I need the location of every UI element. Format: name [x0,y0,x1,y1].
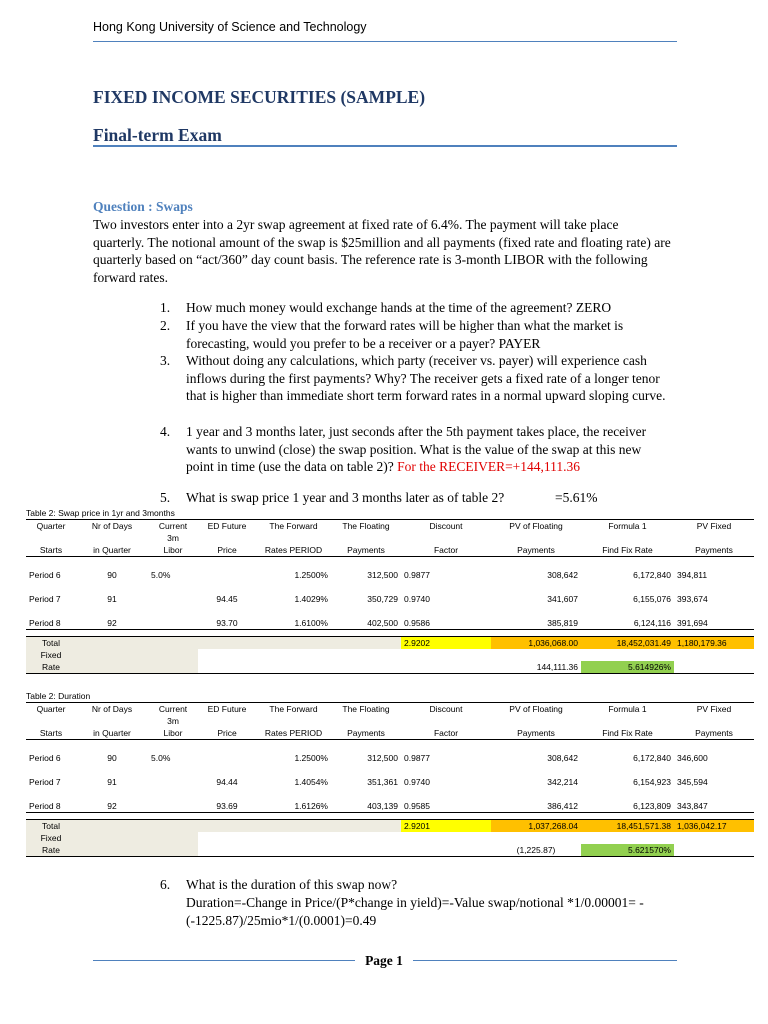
table-cell: 342,214 [547,776,578,787]
question-text: If you have the view that the forward rates will be higher than what the market is forecasting, would you prefer to be a receiver or a payer? PAYER [186,318,624,351]
header-cell: Payments [347,544,385,555]
document-title: FIXED INCOME SECURITIES (SAMPLE) [93,87,426,107]
table-cell: 0.9877 [404,752,430,763]
total-formula-cell: 18,452,031.49 [581,637,674,650]
table-cell: 1.6126% [294,800,328,811]
question-number: 6. [160,877,171,892]
table-cell: 0.9586 [404,617,430,628]
header-cell: Factor [433,544,459,555]
total-row [26,637,754,650]
question-number: 2. [160,318,171,333]
fixed-row [26,649,754,661]
total-label: Total [26,637,76,650]
question-text: What is swap price 1 year and 3 months later as of table 2? [186,490,505,505]
header-cell: Nr of Days [91,520,133,531]
institution-header: Hong Kong University of Science and Technology [93,20,367,34]
rate-row [26,844,754,857]
table-cell [198,752,256,764]
table-cell: 93.70 [216,617,238,628]
header-cell: Formula 1 [608,520,647,531]
table-cell: 91 [107,593,117,604]
header-cell: Current [158,703,188,714]
total-pv-fixed-cell: 1,180,179.36 [674,637,754,650]
table-header-row [26,703,754,716]
table-cell: 5.0% [151,569,171,580]
header-cell: ED Future [207,703,247,714]
header-cell: 3m [167,715,179,726]
total-discount-cell: 2.9201 [401,820,491,833]
table-cell: 0.9585 [404,800,430,811]
header-cell: Rates PERIOD [264,544,323,555]
answer-text: For the RECEIVER=+144,111.36 [397,459,581,475]
table-cell: 1.4029% [294,593,328,604]
table-cell: 6,172,840 [633,569,671,580]
table-cell: Period 7 [29,776,61,787]
table-cell: 346,600 [677,752,708,763]
table-cell: 0.9877 [404,569,430,580]
table-cell: 94.45 [216,593,238,604]
rate-label: Rate [26,661,76,674]
table-cell: Period 8 [29,617,61,628]
question-text: How much money would exchange hands at the time of the agreement? ZERO [186,300,612,315]
rate-row [26,661,754,674]
question-number: 3. [160,353,171,368]
table-cell: 0.9740 [404,776,430,787]
table-cell: 341,607 [547,593,578,604]
header-cell: Current [158,520,188,531]
header-cell: Price [217,544,237,555]
table-header-row [26,727,754,740]
table-header-row [26,520,754,533]
header-cell: in Quarter [93,727,131,738]
header-cell: Payments [695,544,733,555]
header-cell: The Forward [269,520,318,531]
table-cell: 343,847 [677,800,708,811]
header-cell: in Quarter [93,544,131,555]
table-cell: 92 [107,617,117,628]
table-cell: 393,674 [677,593,708,604]
question-intro: Two investors enter into a 2yr swap agreement at fixed rate of 6.4%. The payment will take place quarterly. The notional amount of the swap is $25million and all payments (fixed rate and floating rate) are quarterly based on “act/360” day count basis. The reference rate is 3-month LIBOR with the following forward rates. [93,217,671,286]
table-cell: 1.2500% [294,752,328,763]
table-cell: 312,500 [367,569,398,580]
header-cell: Quarter [36,703,66,714]
table-cell: 94.44 [216,776,238,787]
answer-text: =5.61% [555,490,598,505]
header-cell: 3m [167,532,179,543]
table-row [26,800,754,813]
header-cell: ED Future [207,520,247,531]
table-cell [148,800,198,813]
question-list [160,299,672,509]
swap-price-table [26,519,754,674]
table-cell: 308,642 [547,752,578,763]
header-cell: PV Fixed [696,703,732,714]
table-cell: 5.0% [151,752,171,763]
table-cell [198,569,256,581]
table-cell: 1.4054% [294,776,328,787]
question-number: 1. [160,300,171,315]
table-cell [148,776,198,788]
total-discount-cell: 2.9202 [401,637,491,650]
table-cell: 92 [107,800,117,811]
header-cell: Nr of Days [91,703,133,714]
table-cell: 350,729 [367,593,398,604]
header-cell: The Forward [269,703,318,714]
total-pv-fixed-cell: 1,036,042.17 [674,820,754,833]
duration-table [26,702,754,857]
header-cell: PV of Floating [509,703,563,714]
swap-value-cell: (1,225.87) [516,844,556,855]
table-cell: 93.69 [216,800,238,811]
question-number: 4. [160,424,171,439]
table-cell: 391,694 [677,617,708,628]
table-header-row [26,715,754,727]
header-cell: PV Fixed [696,520,732,531]
table-header-row [26,544,754,557]
table-row [26,776,754,788]
total-formula-cell: 18,451,571.38 [581,820,674,833]
table-cell: 90 [107,569,117,580]
table-cell: 1.2500% [294,569,328,580]
table-cell: 0.9740 [404,593,430,604]
header-cell: The Floating [342,703,390,714]
table-cell: Period 6 [29,569,61,580]
table-cell: 6,155,076 [633,593,671,604]
header-cell: Payments [347,727,385,738]
question-text: 1 year and 3 months later, just seconds after the 5th payment takes place, the receiver wants to unwind (close) the swap position. What is the value of the swap at this new point in time (use the data on table 2)? [186,424,647,475]
question-list-continued [160,876,672,928]
header-cell: Payments [517,727,555,738]
header-cell: Payments [517,544,555,555]
table-cell: 91 [107,776,117,787]
table-cell: 1.6100% [294,617,328,628]
table-cell: 385,819 [547,617,578,628]
header-cell: Formula 1 [608,703,647,714]
rate-label: Rate [26,844,76,857]
fixed-rate-cell: 5.621570% [581,844,674,857]
fixed-label: Fixed [26,832,76,844]
table-cell: 312,500 [367,752,398,763]
header-rule [93,41,677,42]
table-cell: Period 7 [29,593,61,604]
table-row [26,752,754,764]
total-pv-floating-cell: 1,037,268.04 [491,820,581,833]
header-cell: Price [217,727,237,738]
header-cell: Factor [433,727,459,738]
header-cell: Starts [39,544,63,555]
total-pv-floating-cell: 1,036,068.00 [491,637,581,650]
table-cell: 386,412 [547,800,578,811]
fixed-row [26,832,754,844]
table-cell: 6,172,840 [633,752,671,763]
header-cell: Starts [39,727,63,738]
table-cell: 6,154,923 [633,776,671,787]
table-caption: Table 2: Duration [26,691,91,701]
header-cell: Find Fix Rate [602,727,653,738]
table-cell: 308,642 [547,569,578,580]
total-row [26,820,754,833]
table-cell [148,617,198,630]
header-cell: Libor [163,544,183,555]
table-row [26,593,754,605]
table-row [26,617,754,630]
swap-value-cell: 144,111.36 [536,661,578,672]
table-header-row [26,532,754,544]
fixed-label: Fixed [26,649,76,661]
table-cell: 6,124,116 [633,617,671,628]
question-text-group [186,423,672,476]
answer-text: Duration=-Change in Price/(P*change in yield)=-Value swap/notional *1/0.00001= -(-1225.87)/25mio*1/(0.0001)=0.49 [186,895,644,928]
header-cell: Libor [163,727,183,738]
table-cell: 90 [107,752,117,763]
document-subtitle: Final-term Exam [93,125,222,145]
table-cell: 6,123,809 [633,800,671,811]
question-number: 5. [160,490,171,505]
table-row [26,569,754,581]
table-cell: 351,361 [367,776,398,787]
header-cell: Discount [429,703,463,714]
header-cell: The Floating [342,520,390,531]
header-cell: Rates PERIOD [264,727,323,738]
question-text: Without doing any calculations, which party (receiver vs. payer) will experience cash inflows during the first payments? Why? The receiver gets a fixed rate of a longer tenor that is higher than immediate short term forward rates in a normal upward sloping curve. [186,353,666,404]
table-caption: Table 2: Swap price in 1yr and 3months [26,508,175,518]
header-cell: Quarter [36,520,66,531]
page-number: Page 1 [365,953,403,968]
total-label: Total [26,820,76,833]
header-cell: Find Fix Rate [602,544,653,555]
table-cell [148,593,198,605]
table-cell: 403,139 [367,800,398,811]
header-cell: Discount [429,520,463,531]
question-text: What is the duration of this swap now? [186,877,398,892]
title-rule [93,145,677,147]
table-cell: Period 6 [29,752,61,763]
header-cell: Payments [695,727,733,738]
table-cell: Period 8 [29,800,61,811]
table-cell: 345,594 [677,776,708,787]
table-cell: 402,500 [367,617,398,628]
table-cell: 394,811 [677,569,708,580]
fixed-rate-cell: 5.614926% [581,661,674,674]
header-cell: PV of Floating [509,520,563,531]
question-heading: Question : Swaps [93,199,193,214]
